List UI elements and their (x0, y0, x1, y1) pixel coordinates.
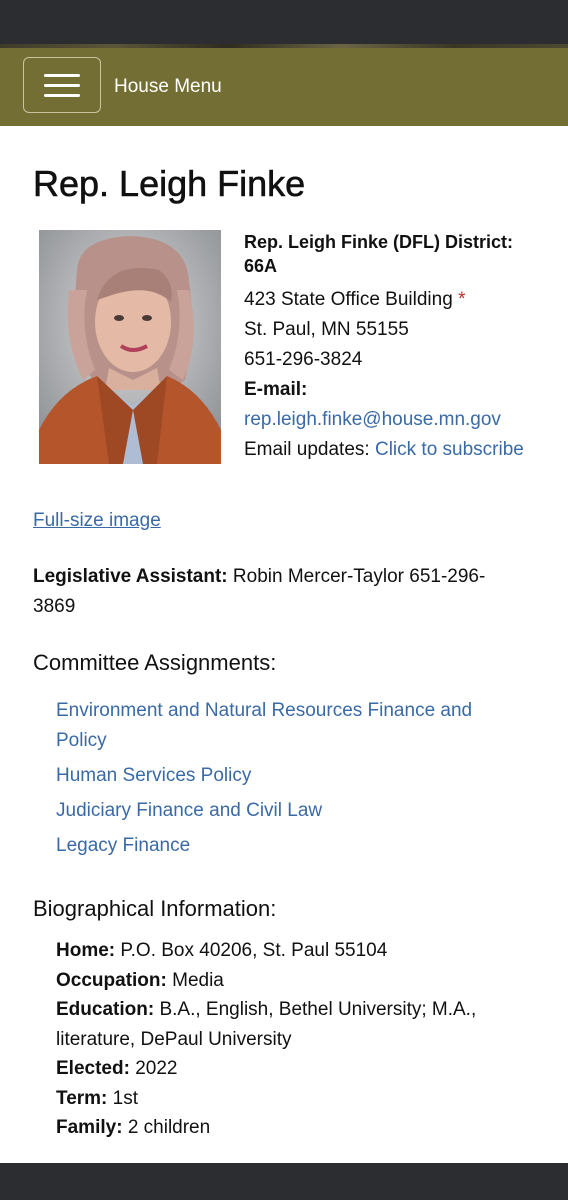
bio-elected (56, 1054, 526, 1084)
committee-link[interactable]: Human Services Policy (56, 765, 252, 786)
full-size-image-link[interactable]: Full-size image (33, 510, 161, 531)
phone-number: 651-296-3824 (244, 349, 363, 370)
bio-term (56, 1084, 526, 1114)
bio-occupation (56, 966, 526, 996)
hamburger-icon-bar (44, 94, 80, 97)
committee-list (56, 696, 516, 866)
bio-home (56, 936, 526, 966)
bio-term-label: Term: (56, 1087, 108, 1109)
portrait-image (39, 230, 221, 464)
status-bar (0, 0, 568, 44)
office-address: 423 State Office Building (244, 289, 453, 310)
bio-home-label: Home: (56, 940, 116, 961)
legislative-assistant-label: Legislative Assistant: (33, 566, 228, 587)
bio-term-value: 1st (112, 1087, 139, 1109)
bio-elected-value: 2022 (135, 1058, 178, 1079)
bottom-nav-bar (0, 1163, 568, 1200)
email-link[interactable]: rep.leigh.finke@house.mn.gov (244, 409, 501, 430)
legislative-assistant-value: Robin Mercer-Taylor 651-296-3869 (33, 566, 486, 617)
city-state-zip: St. Paul, MN 55155 (244, 319, 409, 340)
member-photo[interactable] (39, 230, 221, 464)
bio-details (56, 936, 526, 1143)
subscribe-link[interactable]: Click to subscribe (374, 439, 524, 460)
committee-link[interactable]: Legacy Finance (56, 835, 191, 856)
top-navbar (0, 48, 568, 126)
page-title: Rep. Leigh Finke (33, 163, 306, 204)
bio-occupation-label: Occupation: (56, 969, 167, 991)
bio-education (56, 995, 526, 1054)
bio-education-label: Education: (56, 999, 155, 1020)
committee-link[interactable]: Environment and Natural Resources Finance and Policy (56, 700, 473, 751)
member-name-district: Rep. Leigh Finke (DFL) District: 66A (244, 232, 514, 276)
bio-family-label: Family: (56, 1117, 123, 1138)
hamburger-menu-button[interactable] (23, 57, 101, 113)
legislative-assistant (33, 562, 513, 622)
bio-elected-label: Elected: (56, 1058, 130, 1079)
bio-home-value: P.O. Box 40206, St. Paul 55104 (120, 940, 388, 961)
email-updates-label: Email updates: (244, 439, 370, 460)
member-contact-info (244, 230, 534, 465)
hamburger-icon (44, 74, 80, 77)
house-menu-label[interactable]: House Menu (114, 76, 222, 97)
email-updates-line (244, 435, 534, 465)
required-mark: * (458, 289, 466, 310)
office-address-line (244, 285, 534, 315)
bio-heading: Biographical Information: (33, 896, 277, 921)
bio-education-value: B.A., English, Bethel University; M.A., literature, DePaul University (56, 999, 477, 1050)
bio-family (56, 1113, 526, 1143)
committee-link[interactable]: Judiciary Finance and Civil Law (56, 800, 323, 821)
email-label: E-mail: (244, 379, 308, 400)
committee-heading: Committee Assignments: (33, 650, 277, 675)
hamburger-icon-bar (44, 84, 80, 87)
bio-occupation-value: Media (172, 969, 224, 991)
bio-family-value: 2 children (127, 1117, 211, 1138)
